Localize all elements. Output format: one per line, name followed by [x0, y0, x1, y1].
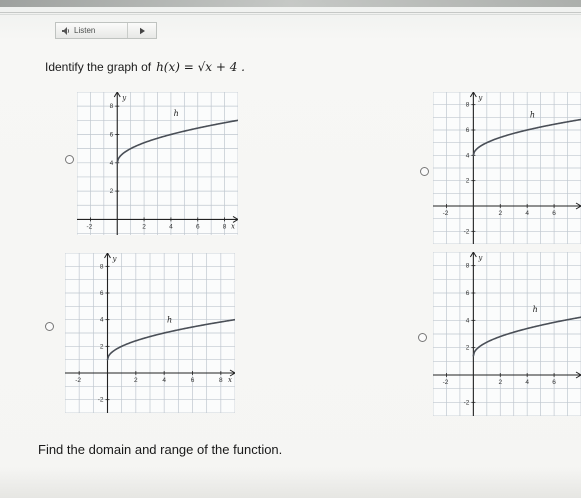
y-axis-tick-label: -2	[463, 228, 470, 236]
speaker-icon	[62, 27, 71, 35]
x-axis-tick-label: 4	[525, 379, 529, 386]
x-axis-tick-label: -2	[86, 223, 93, 231]
y-axis-label: y	[112, 255, 117, 263]
y-axis-tick-label: 2	[465, 177, 470, 185]
graph-option-4-plot	[433, 252, 581, 416]
y-axis-tick-label: 6	[99, 290, 104, 297]
y-axis-tick-label: 4	[465, 152, 470, 160]
x-axis-tick-label: 2	[142, 223, 146, 231]
graph-option-2-plot	[433, 92, 581, 244]
y-axis-tick-label: 2	[465, 344, 470, 352]
x-axis-label: x	[231, 222, 235, 231]
footer-fade	[0, 467, 581, 498]
y-axis-tick-label: 4	[109, 159, 114, 167]
curve-label: h	[529, 110, 536, 120]
curve-label: h	[173, 109, 179, 119]
listen-button[interactable]	[56, 23, 128, 38]
y-axis-tick-label: 6	[465, 127, 470, 134]
prompt-text	[45, 60, 245, 74]
y-axis-tick-label: 8	[465, 101, 470, 109]
y-axis-tick-label: 6	[109, 131, 114, 139]
graph-option-1[interactable]	[77, 92, 238, 235]
x-axis-tick-label: 2	[134, 377, 138, 384]
y-axis-tick-label: 2	[109, 188, 114, 196]
play-icon[interactable]	[128, 23, 156, 38]
top-divider-secondary	[0, 14, 581, 15]
x-axis-tick-label: 4	[169, 223, 173, 231]
curve-label: h	[532, 305, 538, 315]
graph-option-radio-1[interactable]	[65, 155, 74, 164]
top-border	[0, 0, 581, 7]
y-axis-tick-label: 8	[465, 262, 470, 270]
prompt-prefix: Identify the graph of	[45, 60, 152, 74]
y-axis-tick-label: 4	[99, 316, 104, 324]
prompt-function: h(x) = √x + 4 .	[156, 60, 245, 74]
footer-question: Find the domain and range of the function.	[38, 442, 283, 457]
x-axis-tick-label: 8	[222, 223, 227, 231]
y-axis-label: y	[122, 94, 127, 102]
x-axis-tick-label: 6	[552, 379, 556, 386]
listen-label: Listen	[74, 26, 96, 35]
x-axis-tick-label: -2	[442, 379, 449, 386]
graph-option-3[interactable]	[65, 253, 235, 413]
y-axis-tick-label: 8	[109, 103, 114, 111]
y-axis-tick-label: 4	[465, 317, 470, 325]
x-axis-tick-label: 4	[162, 377, 166, 384]
graph-option-2[interactable]	[433, 92, 581, 244]
y-axis-tick-label: -2	[97, 396, 104, 404]
graph-option-3-plot	[65, 253, 235, 413]
x-axis-tick-label: 2	[498, 210, 503, 217]
graph-option-1-plot	[77, 92, 238, 235]
y-axis-label: y	[478, 94, 483, 102]
graph-option-4[interactable]	[433, 252, 581, 416]
listen-toolbar[interactable]	[55, 22, 157, 39]
x-axis-tick-label: 4	[525, 210, 529, 217]
y-axis-tick-label: 6	[465, 290, 470, 297]
graph-option-radio-3[interactable]	[45, 322, 54, 331]
x-axis-tick-label: 2	[498, 379, 503, 386]
y-axis-label: y	[478, 254, 483, 262]
x-axis-tick-label: 8	[219, 377, 223, 384]
y-axis-tick-label: 8	[99, 263, 104, 271]
graph-option-radio-4[interactable]	[418, 333, 427, 342]
y-axis-tick-label: 2	[99, 343, 104, 351]
x-axis-tick-label: 6	[195, 223, 200, 231]
y-axis-tick-label: -2	[463, 399, 470, 407]
top-divider	[0, 12, 581, 13]
graph-option-radio-2[interactable]	[420, 167, 429, 176]
x-axis-tick-label: -2	[75, 377, 82, 384]
x-axis-label: x	[228, 376, 232, 384]
x-axis-tick-label: -2	[442, 210, 449, 217]
curve-label: h	[167, 315, 173, 325]
x-axis-tick-label: 6	[552, 210, 556, 217]
x-axis-tick-label: 6	[190, 377, 195, 384]
